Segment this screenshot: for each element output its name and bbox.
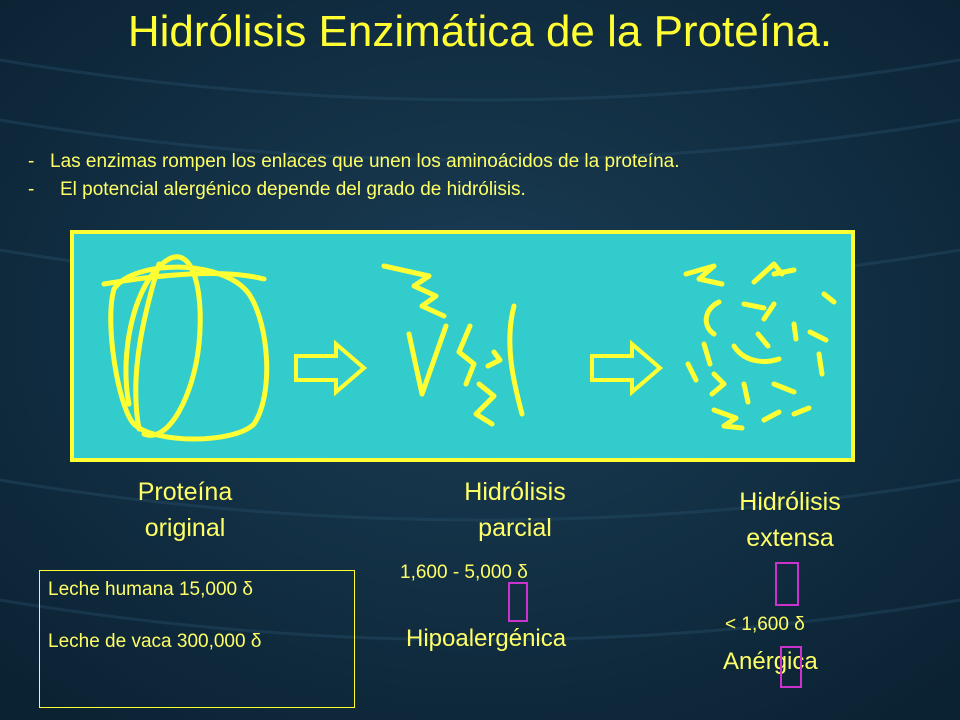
stage-label-line: Proteína [137,478,233,506]
hydrolysis-diagram-panel [70,230,855,462]
extensive-range-value: < 1,600 δ [725,614,805,635]
partial-range-value: 1,600 - 5,000 δ [400,562,528,583]
arrow-right-icon [592,344,660,392]
missing-glyph-icon [775,562,799,606]
stage-label-partial [405,474,625,546]
slide-title: Hidrólisis Enzimática de la Proteína. [127,7,833,56]
bullet-list [28,148,680,204]
stage-label-line: Hidrólisis [739,488,841,516]
intact-protein-drawing [104,257,267,439]
bullet-marker: - [28,179,35,200]
stage-label-extensive [680,484,900,556]
partial-fragments-drawing [384,266,522,424]
human-milk-value: Leche humana 15,000 δ [48,579,253,600]
stage-label-original [75,474,295,546]
stage-label-line: parcial [478,514,552,542]
milk-comparison-box [39,570,355,708]
extensive-fragments-drawing [686,264,834,428]
extensive-category: Anérgica [723,648,818,675]
bullet-item [28,148,680,176]
partial-category: Hipoalergénica [406,625,567,652]
stage-label-line: extensa [746,524,834,552]
stage-label-line: Hidrólisis [464,478,566,506]
cow-milk-value: Leche de vaca 300,000 δ [48,631,262,652]
missing-glyph-icon [508,582,528,622]
bullet-item [28,176,680,204]
bullet-text: Las enzimas rompen los enlaces que unen los aminoácidos de la proteína. [50,151,680,172]
bullet-marker: - [28,151,35,172]
stage-label-line: original [144,514,226,542]
missing-glyph-icon [780,646,802,688]
bullet-text: El potencial alergénico depende del grado de hidrólisis. [60,179,526,200]
arrow-right-icon [296,344,364,392]
